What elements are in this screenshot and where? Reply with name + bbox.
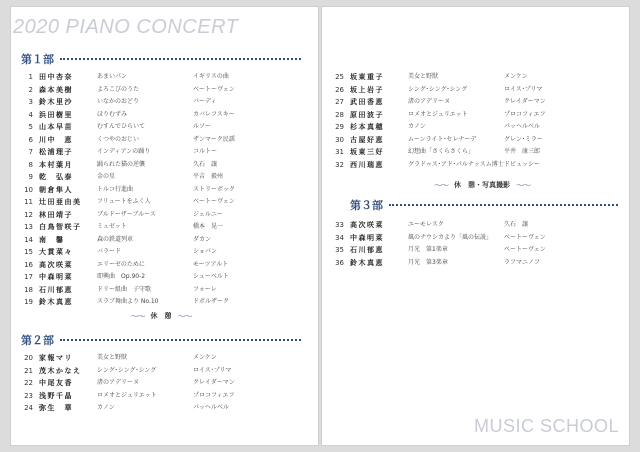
composer-name: ジェルニー [193, 210, 223, 218]
performer-name: 高次咲菜 [39, 260, 73, 269]
program-row [330, 71, 605, 83]
program-number: 6 [28, 135, 33, 144]
program-row [19, 259, 294, 271]
performer-name: 石川郁恵 [350, 246, 384, 254]
program-number: 3 [28, 98, 33, 106]
composer-name: ドビュッシー [504, 160, 541, 168]
piece-title: あまいパン [97, 73, 128, 80]
program-row [19, 196, 294, 208]
piece-title: エリーゼのために [97, 260, 145, 268]
piece-title: ドリー組曲 子守歌 [97, 285, 152, 293]
dotted-rule [60, 58, 301, 60]
program-row [19, 284, 294, 296]
piece-title: カノン [97, 404, 115, 411]
piece-title: フリュートをふく人 [97, 198, 151, 205]
program-number: 21 [24, 366, 33, 375]
program-number: 26 [335, 85, 344, 94]
program-row [19, 234, 294, 246]
piece-title: シング･シング･シング [408, 85, 468, 93]
composer-name: パッヘルベル [193, 404, 230, 411]
piece-title: シング･シング･シング [97, 366, 157, 374]
program-number: 15 [24, 248, 33, 256]
program-number: 17 [24, 273, 33, 281]
performer-name: 中尾友香 [39, 379, 73, 387]
piece-title: 月光 第1楽章 [408, 246, 448, 253]
composer-name: 久石 譲 [193, 160, 218, 168]
composer-name: モーツアルト [193, 260, 229, 268]
composer-name: 平吉 毅州 [193, 173, 224, 180]
program-row [19, 146, 294, 158]
performer-name: 武田香恵 [350, 98, 384, 106]
piece-title: 幻想曲「さくらさくら」 [408, 148, 475, 155]
composer-name: イギリスの曲 [193, 73, 229, 80]
program-number: 20 [24, 354, 33, 362]
part2-label: 第２部 [21, 334, 54, 347]
piece-title: ほりむずみ [97, 110, 128, 118]
composer-name: メンケン [504, 73, 528, 80]
program-number: 24 [24, 404, 33, 412]
program-number: 2 [28, 85, 33, 94]
wave-ornament-left: 〜〜 [130, 311, 145, 321]
performer-name: 坂東三好 [350, 148, 384, 156]
program-number: 29 [335, 123, 344, 131]
program-number: 9 [28, 173, 33, 181]
composer-name: フォーレ [193, 285, 217, 293]
performer-name: 大貫菜々 [39, 248, 73, 256]
program-row [330, 219, 605, 231]
program-row [19, 96, 294, 108]
performer-name: 坂東重子 [350, 73, 384, 81]
program-row [19, 246, 294, 258]
program-number: 32 [335, 160, 344, 169]
performer-name: 松浦理子 [39, 148, 73, 156]
composer-name: ベートーヴェン [193, 85, 235, 93]
composer-name: パッヘルベル [504, 123, 541, 130]
composer-name: ベートーヴェン [193, 198, 235, 205]
program-number: 27 [335, 98, 344, 106]
program-number: 31 [335, 148, 344, 156]
composer-name: ルソー [193, 123, 212, 130]
program-row [19, 184, 294, 196]
piece-title: 金の星 [97, 173, 116, 180]
school-name: MUSIC SCHOOL [473, 416, 619, 436]
composer-name: 橋本 晃一 [193, 223, 224, 230]
intermission-1 [71, 311, 251, 321]
piece-title: 渚のアデリーヌ [408, 98, 451, 105]
performer-name: 原田波子 [350, 110, 384, 119]
piece-title: 月光 第3楽章 [408, 258, 448, 266]
performer-name: 坂上岩子 [350, 85, 384, 94]
composer-name: クレイダーマン [504, 98, 546, 105]
performer-name: 弥生 華 [39, 404, 73, 412]
program-number: 4 [28, 110, 33, 119]
piece-title: グラドゥス･アド･パルナッスム博士 [408, 160, 504, 168]
program-number: 11 [24, 198, 33, 206]
program-number: 33 [335, 221, 344, 229]
program-row [330, 146, 605, 158]
program-row [19, 271, 294, 283]
composer-name: メンケン [193, 354, 217, 361]
performer-name: 川中 恵 [39, 135, 73, 144]
program-number: 30 [335, 135, 344, 144]
program-row [19, 221, 294, 233]
program-number: 10 [24, 185, 33, 194]
piece-title: 踊られた猫の逆襲 [97, 160, 146, 168]
program-row [330, 159, 605, 171]
performer-name: 林田靖子 [39, 210, 73, 219]
composer-name: ラフマニノフ [504, 258, 541, 266]
piece-title: カノン [408, 123, 426, 130]
dotted-rule [60, 339, 301, 341]
piece-title: 即興曲 Op.90-2 [97, 273, 146, 280]
composer-name: カバレフスキー [193, 110, 235, 118]
composer-name: 平井 康三郎 [504, 148, 541, 155]
program-row [330, 232, 605, 244]
program-number: 14 [24, 235, 33, 244]
performer-name: 高次咲菜 [350, 221, 384, 229]
program-number: 34 [335, 233, 344, 242]
performer-name: 浅野千晶 [39, 391, 73, 400]
piece-title: よろこびのうた [97, 85, 140, 93]
wave-ornament-right: 〜〜 [516, 180, 530, 190]
piece-title: 美女と野獣 [97, 354, 128, 361]
intermission-2-label: 休 憩・写真撮影 [454, 181, 510, 189]
piece-title: トルコ行進曲 [97, 185, 134, 193]
performer-name: 石川郁恵 [39, 285, 73, 294]
piece-title: ブルドーザーブルース [97, 210, 156, 218]
program-number: 35 [335, 246, 344, 254]
composer-name: バーディ [193, 98, 217, 105]
piece-title: 渚のアデリーヌ [97, 379, 140, 386]
program-row [19, 171, 294, 183]
composer-name: ザンマーク民謡 [193, 135, 235, 143]
dotted-rule [389, 204, 618, 206]
composer-name: ベートーヴェン [504, 233, 546, 241]
composer-name: ダカン [193, 235, 212, 243]
wave-ornament-right: 〜〜 [177, 311, 192, 321]
composer-name: ショパン [193, 248, 217, 255]
program-number: 18 [24, 285, 33, 294]
program-number: 16 [24, 260, 33, 269]
performer-name: 朝倉隼人 [39, 185, 73, 194]
right-page [321, 6, 630, 446]
program-number: 23 [24, 391, 33, 400]
composer-name: ストリーボック [193, 185, 236, 193]
program-number: 22 [24, 379, 33, 387]
part1-label: 第１部 [21, 53, 54, 66]
piece-title: バラード [97, 248, 122, 255]
part2-heading [21, 333, 301, 347]
composer-name: ベートーヴェン [504, 246, 546, 253]
program-row [19, 134, 294, 146]
performer-name: 白鳥智咲子 [39, 223, 82, 231]
performer-name: 家報マリ [39, 354, 73, 362]
program-row [19, 402, 294, 414]
program-number: 8 [28, 160, 33, 169]
composer-name: クレイダーマン [193, 379, 235, 386]
part1-heading [21, 52, 301, 66]
program-number: 7 [28, 148, 33, 156]
performer-name: 中森明菜 [39, 273, 73, 281]
part3-heading [350, 198, 618, 212]
piece-title: 森の鉄道列車 [97, 235, 134, 243]
composer-name: 久石 譲 [504, 221, 529, 228]
performer-name: 鈴木真恵 [350, 258, 384, 267]
program-row [19, 159, 294, 171]
program-row [330, 84, 605, 96]
program-number: 5 [28, 123, 33, 131]
program-row [19, 109, 294, 121]
piece-title: くつやのおじい [97, 135, 140, 143]
performer-name: 茂木かなえ [39, 366, 82, 375]
concert-title: 2020 PIANO CONCERT [13, 16, 239, 38]
program-row [19, 365, 294, 377]
piece-title: インディアンの踊り [97, 148, 151, 155]
composer-name: ロイス･プリマ [193, 366, 232, 374]
program-row [19, 121, 294, 133]
performer-name: 鈴木里沙 [39, 98, 73, 106]
performer-name: 西川瑞恵 [350, 160, 384, 169]
performer-name: 杉本真穂 [350, 123, 384, 131]
composer-name: ドボルザーク [193, 298, 230, 305]
performer-name: 浜田樹里 [39, 110, 73, 119]
performer-name: 本村葉月 [39, 160, 73, 169]
composer-name: ロイス･プリマ [504, 85, 543, 93]
program-row [330, 109, 605, 121]
performer-name: 乾 弘泰 [39, 173, 73, 181]
composer-name: プロコフィエフ [193, 391, 235, 399]
composer-name: コルトー [193, 148, 218, 155]
intermission-1-label: 休 憩 [150, 312, 172, 320]
program-row [19, 390, 294, 402]
piece-title: スラブ舞曲より No.10 [97, 298, 159, 305]
program-number: 12 [24, 210, 33, 219]
intermission-2 [382, 180, 582, 190]
performer-name: 南 馨 [39, 235, 65, 244]
piece-title: ムーンライト･セレナーデ [408, 135, 477, 143]
piece-title: ロメオとジュリエット [408, 110, 468, 118]
program-number: 13 [24, 223, 33, 231]
composer-name: グレン･ミラー [504, 135, 543, 143]
program-row [330, 96, 605, 108]
program-row [19, 296, 294, 308]
piece-title: いなかのおどり [97, 98, 140, 105]
program-row [19, 209, 294, 221]
wave-ornament-left: 〜〜 [434, 180, 448, 190]
left-page [10, 6, 319, 446]
program-row [330, 121, 605, 133]
program-row [19, 71, 294, 83]
composer-name: シューベルト [193, 273, 229, 280]
program-row [330, 134, 605, 146]
program-number: 28 [335, 110, 344, 119]
piece-title: ユーモレスク [408, 221, 444, 228]
composer-name: プロコフィエフ [504, 110, 546, 118]
performer-name: 古屋好恵 [350, 135, 384, 144]
part3-label: 第３部 [350, 199, 383, 212]
performer-name: 田中杏奈 [39, 73, 73, 81]
program-row [19, 352, 294, 364]
performer-name: 山本早苗 [39, 123, 73, 131]
program-row [330, 244, 605, 256]
performer-name: 辻田亜由美 [39, 198, 82, 206]
program-number: 19 [24, 298, 33, 306]
program-number: 25 [335, 73, 344, 81]
program-row [330, 257, 605, 269]
program-row [19, 84, 294, 96]
piece-title: 風のナウシカより「風の伝説」 [408, 233, 493, 241]
piece-title: 美女と野獣 [408, 73, 439, 80]
performer-name: 中森明菜 [350, 233, 384, 242]
program-number: 36 [335, 258, 344, 267]
program-row [19, 377, 294, 389]
piece-title: ミュゼット [97, 223, 127, 230]
performer-name: 森本美樹 [39, 85, 73, 94]
performer-name: 鈴木真恵 [39, 298, 73, 306]
program-number: 1 [28, 73, 33, 81]
piece-title: ロメオとジュリエット [97, 391, 157, 399]
piece-title: むすんでひらいて [97, 123, 146, 130]
